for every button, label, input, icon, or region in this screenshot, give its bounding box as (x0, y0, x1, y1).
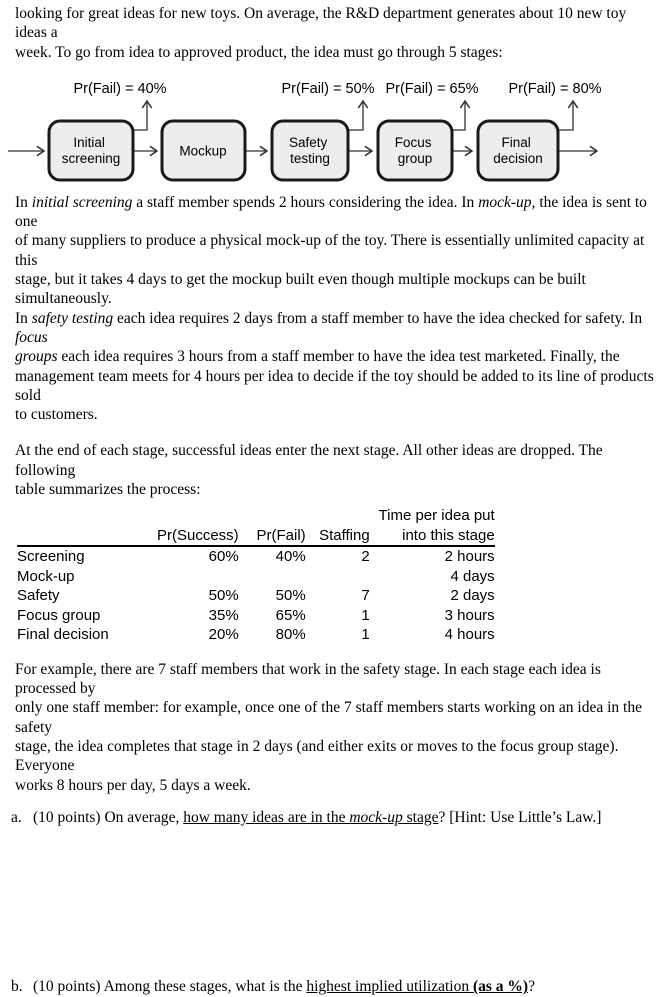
fail-arrow (558, 101, 573, 130)
cell-staffing (306, 567, 370, 587)
stage-label: Focus group (394, 134, 433, 166)
stage-label: Initial screening (61, 134, 121, 166)
question-b-marker: b. (11, 978, 23, 996)
fail-arrow (452, 101, 465, 130)
cell-pr-success: 20% (208, 626, 239, 644)
cell-stage: Focus group (17, 606, 101, 624)
cell-pr-success: 35% (208, 606, 239, 624)
table-row (17, 546, 495, 567)
table-intro-paragraph: At the end of each stage, successful ideas enter the next stage. All other ideas are dropped. The following table summarizes the process: (15, 442, 603, 499)
header-stage (17, 506, 157, 546)
staffing-note-paragraph: For example, there are 7 staff members that work in the safety stage. In each stage each idea is processed by only one staff member: for example, once one of the 7 staff members starts working on an idea in the safety stage, the idea completes that stage in 2 days (and either exits or moves to the focus group stage). Everyone works 8 hours per day, 5 days a week. (15, 660, 642, 794)
cell-stage: Screening (17, 548, 85, 566)
cell-time: 2 days (450, 587, 495, 605)
cell-pr-success: 50% (208, 587, 239, 605)
process-summary-table (17, 506, 495, 645)
stage-label: Final decision (493, 134, 543, 166)
table-row (17, 606, 495, 626)
cell-staffing: 2 (361, 548, 370, 566)
cell-pr-fail: 80% (275, 626, 306, 644)
cell-time: 2 hours (444, 548, 495, 566)
cell-pr-fail: 50% (275, 587, 306, 605)
cell-pr-success (157, 567, 239, 587)
fail-probability-label: Pr(Fail) = 50% (281, 80, 375, 97)
cell-stage: Mock-up (17, 567, 75, 585)
table-row (17, 567, 495, 587)
header-pr-fail: Pr(Fail) (239, 506, 306, 546)
cell-time: 4 hours (444, 626, 495, 644)
table-header-row (17, 506, 495, 546)
cell-staffing: 7 (361, 587, 370, 605)
table-row (17, 586, 495, 606)
question-a-marker: a. (11, 808, 22, 826)
table-row (17, 625, 495, 645)
cell-staffing: 1 (361, 606, 370, 624)
intro-paragraph: looking for great ideas for new toys. On average, the R&D department generates about 10 new toy ideas a week. To go from idea to approved product, the idea must go through 5 stages: (15, 5, 627, 61)
cell-time: 4 days (450, 567, 495, 585)
question-b-text: (10 points) Among these stages, what is the highest implied utilization (as a %)? (33, 978, 535, 996)
stage-label: Mockup (179, 143, 227, 159)
fail-probability-label: Pr(Fail) = 80% (508, 80, 602, 97)
cell-stage: Safety (17, 587, 60, 605)
header-time (370, 506, 495, 546)
stage-description-paragraph: In initial screening a staff member spends 2 hours considering the idea. In mock-up, the idea is sent to one of many suppliers to produce a physical mock-up of the toy. There is essentially unlimited capacity at this stage, but it takes 4 days to get the mockup built even though multiple mockups can be built simultaneously. In safety testing each idea requires 2 days from a staff member to have the idea checked for safety. In focus groups each idea requires 3 hours from a staff member to have the idea test marketed. Finally, the management team meets for 4 hours per idea to decide if the toy should be added to its line of products sold to customers. (15, 193, 654, 424)
process-flow-diagram (0, 76, 661, 190)
cell-time: 3 hours (444, 606, 495, 624)
cell-pr-success: 60% (208, 548, 239, 566)
cell-staffing: 1 (361, 626, 370, 644)
cell-stage: Final decision (17, 626, 109, 644)
header-staffing: Staffing (306, 506, 370, 546)
cell-pr-fail (239, 567, 306, 587)
stage-label: Safety testing (288, 134, 330, 166)
fail-probability-label: Pr(Fail) = 40% (73, 80, 167, 97)
cell-pr-fail: 40% (275, 548, 306, 566)
header-time-line1: Time per idea put (378, 507, 495, 525)
fail-arrow (348, 101, 363, 130)
fail-arrow (133, 101, 147, 130)
question-b (11, 977, 661, 996)
header-pr-success: Pr(Success) (157, 506, 239, 546)
header-time-line2: into this stage (402, 526, 495, 544)
fail-probability-label: Pr(Fail) = 65% (385, 80, 479, 97)
question-a-text: (10 points) On average, how many ideas are in the mock-up stage? [Hint: Use Little’s Law.] (33, 808, 602, 826)
cell-pr-fail: 65% (275, 606, 306, 624)
question-a (11, 808, 661, 827)
